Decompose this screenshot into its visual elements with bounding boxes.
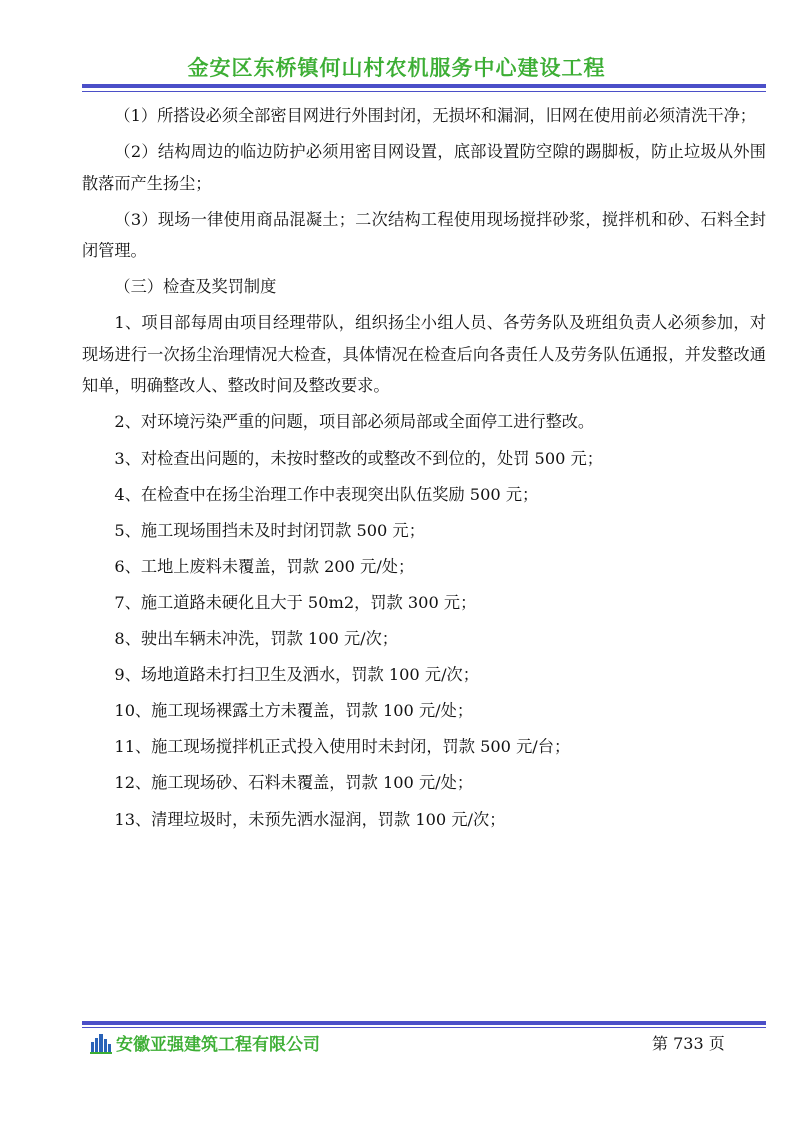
paragraph-2: （2）结构周边的临边防护必须用密目网设置，底部设置防空隙的踢脚板，防止垃圾从外围散落而产生扬尘； <box>82 142 766 193</box>
paragraph-item-13: 13、清理垃圾时，未预先洒水湿润，罚款 100 元/次； <box>114 809 506 829</box>
document-body <box>82 100 766 840</box>
paragraph-item-2: 2、对环境污染严重的问题，项目部必须局部或全面停工进行整改。 <box>114 412 595 432</box>
paragraph-item-7: 7、施工道路未硬化且大于 50m2，罚款 300 元； <box>114 592 477 612</box>
header-rule-thin <box>82 91 766 92</box>
paragraph-3: （3）现场一律使用商品混凝土；二次结构工程使用现场搅拌砂浆，搅拌机和砂、石料全封闭管理。 <box>82 209 766 261</box>
paragraph-item-1: 1、项目部每周由项目经理带队，组织扬尘小组人员、各劳务队及班组负责人必须参加，对现场进行一次扬尘治理情况大检查，具体情况在检查后向各责任人及劳务队伍通报，并发整改通知单，明确整改人、整改时间及整改要求。 <box>82 313 766 396</box>
header-rule-thick <box>82 84 766 88</box>
footer-company-name: 安徽亚强建筑工程有限公司 <box>116 1035 320 1055</box>
page-number: 第 733 页 <box>652 1034 725 1053</box>
paragraph-item-10: 10、施工现场裸露土方未覆盖，罚款 100 元/处； <box>114 701 474 721</box>
footer-rule-thin <box>82 1027 766 1028</box>
paragraph-item-6: 6、工地上废料未覆盖，罚款 200 元/处； <box>114 556 415 576</box>
paragraph-item-5: 5、施工现场围挡未及时封闭罚款 500 元； <box>114 520 425 540</box>
paragraph-item-11: 11、施工现场搅拌机正式投入使用时未封闭，罚款 500 元/台； <box>114 737 571 757</box>
paragraph-1: （1）所搭设必须全部密目网进行外围封闭，无损坏和漏洞，旧网在使用前必须清洗干净； <box>114 106 756 125</box>
paragraph-item-9: 9、场地道路未打扫卫生及洒水，罚款 100 元/次； <box>114 665 479 685</box>
page-header-title: 金安区东桥镇何山村农机服务中心建设工程 <box>187 56 606 80</box>
paragraph-item-12: 12、施工现场砂、石料未覆盖，罚款 100 元/处； <box>114 773 474 793</box>
footer-company <box>90 1030 320 1055</box>
section-heading: （三）检查及奖罚制度 <box>114 277 277 297</box>
company-logo-icon <box>90 1032 112 1054</box>
paragraph-item-4: 4、在检查中在扬尘治理工作中表现突出队伍奖励 500 元； <box>114 484 539 504</box>
footer-rule-thick <box>82 1021 766 1025</box>
paragraph-item-8: 8、驶出车辆未冲洗，罚款 100 元/次； <box>114 629 398 649</box>
paragraph-item-3: 3、对检查出问题的，未按时整改的或整改不到位的，处罚 500 元； <box>114 448 603 468</box>
